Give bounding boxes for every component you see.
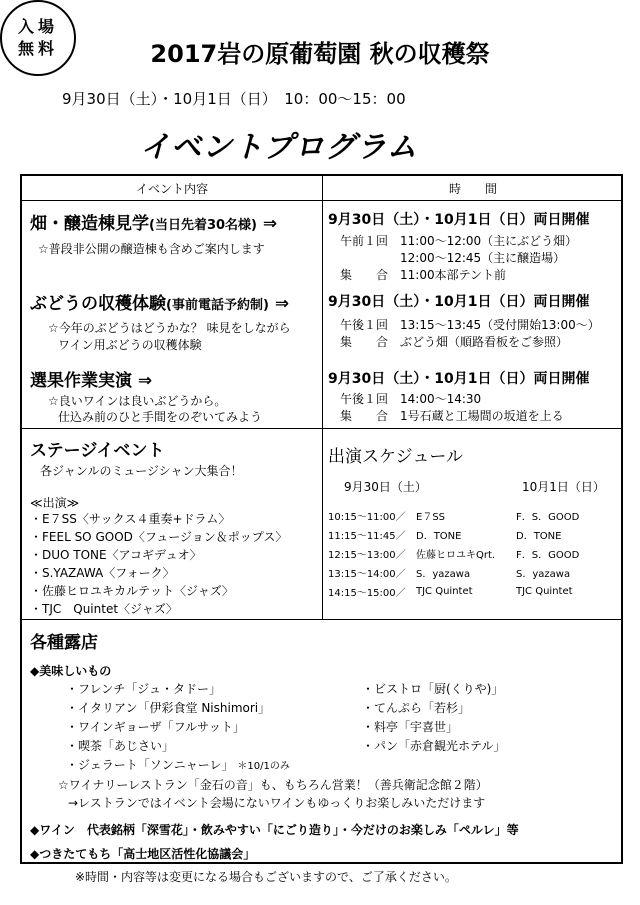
mochi-line: ◆つきたてもち「高士地区活性化協議会」	[30, 847, 256, 861]
event-tour-title	[30, 209, 277, 234]
schedule-day1-act: E７SS	[416, 512, 446, 523]
event-time1: 午後１回 14:00～14:30	[340, 392, 482, 406]
food-item: ・ビストロ「厨(くりや)」	[362, 682, 504, 696]
event-dates: 9月30日（土）・10月1日（日）両日開催	[328, 294, 590, 310]
restaurant-note: ☆ワイナリーレストラン「金石の音」も、もちろん営業！（善兵衛記念館２階）	[58, 778, 488, 792]
food-item-text: ・ジェラート「ソンニャーレ」	[66, 758, 234, 772]
schedule-time: 12:15～13:00／	[328, 550, 406, 561]
event-title-text: 選果作業実演	[30, 371, 132, 391]
table-row	[328, 563, 579, 582]
event-title-text: 畑・醸造棟見学	[30, 214, 149, 234]
page-title: 2017岩の原葡萄園 秋の収穫祭	[150, 40, 490, 68]
program-table	[20, 174, 623, 864]
gelato-note: ＊10/1のみ	[237, 761, 290, 772]
schedule-day2-act: S．yazawa	[516, 569, 571, 580]
performer-item: ・TJC Quintet〈ジャズ〉	[30, 602, 178, 616]
schedule-day1: 9月30日（土）	[344, 480, 427, 494]
food-item: ・ワインギョーザ「フルサット」	[66, 720, 245, 734]
schedule-day2-act: TJC Quintet	[516, 586, 573, 597]
schedule-day2-act: F．S．GOOD	[516, 512, 580, 523]
schedule-day2: 10月1日（日）	[522, 480, 605, 494]
food-item: ・料亭「宇喜世」	[362, 720, 459, 734]
event-time3: 集 合 11:00本部テント前	[340, 268, 506, 282]
col-event-header: イベント内容	[135, 182, 208, 196]
badge-line1: 入場	[17, 17, 58, 36]
arrow-icon: ⇒	[274, 294, 290, 314]
footer-note: ※時間・内容等は変更になる場合もございますので、ご了承ください。	[75, 870, 457, 884]
schedule-day2-act: D．TONE	[516, 531, 562, 542]
performers-list	[30, 510, 287, 618]
event-time2: 12:00～12:45（主に醸造場）	[340, 251, 566, 265]
schedule-table	[328, 506, 579, 601]
event-time2: 集 合 1号石蔵と工場間の坂道を上る	[340, 409, 564, 423]
stalls-divider	[22, 619, 621, 620]
event-desc: ☆今年のぶどうはどうかな？ 味見をしながら	[48, 321, 291, 335]
schedule-title: 出演スケジュール	[328, 447, 463, 467]
restaurant-subnote: →レストランではイベント会場にないワインもゆっくりお楽しみいただけます	[68, 796, 486, 810]
table-row	[328, 506, 579, 525]
food-item	[66, 756, 290, 776]
schedule-day1-act: D．TONE	[416, 531, 462, 542]
event-time1: 午前１回 11:00～12:00（主にぶどう畑）	[340, 234, 578, 248]
event-dates: 9月30日（土）・10月1日（日）両日開催	[328, 212, 590, 228]
schedule-day2-act: F．S．GOOD	[516, 550, 580, 561]
table-row	[328, 525, 579, 544]
performers-heading: ≪出演≫	[30, 496, 80, 510]
food-heading: ◆美味しいもの	[30, 664, 112, 678]
wine-line: ◆ワイン 代表銘柄「深雪花」・飲みやすい「にごり造り」・今だけのお楽しみ「ペルレ」等	[30, 823, 519, 837]
food-item: ・フレンチ「ジュ・タドー」	[66, 682, 221, 696]
food-item: ・てんぷら「若杉」	[362, 701, 471, 715]
event-title-text: ぶどうの収穫体験	[30, 294, 166, 314]
schedule-time: 10:15～11:00／	[328, 512, 406, 523]
schedule-day1-act: TJC Quintet	[416, 586, 473, 597]
food-item: ・喫茶「あじさい」	[66, 739, 175, 753]
performer-item: ・E７SS〈サックス４重奏+ドラム〉	[30, 512, 231, 526]
stage-title: ステージイベント	[30, 441, 165, 461]
schedule-day1-act: S．yazawa	[416, 569, 471, 580]
event-desc: 仕込み前のひと手間をのぞいてみよう	[58, 410, 263, 424]
food-item: ・パン「赤倉観光ホテル」	[362, 739, 506, 753]
column-divider	[322, 176, 323, 619]
event-harvest-title	[30, 289, 289, 314]
schedule-time: 13:15～14:00／	[328, 569, 406, 580]
col-time-header: 時 間	[448, 182, 497, 196]
performer-item: ・DUO TONE〈アコギデュオ〉	[30, 548, 202, 562]
schedule-time: 11:15～11:45／	[328, 531, 406, 542]
performer-item: ・佐藤ヒロユキカルテット〈ジャズ〉	[30, 584, 234, 598]
event-time1: 午後１回 13:15～13:45（受付開始13:00～）	[340, 318, 600, 332]
event-note: (当日先着30名様)	[149, 218, 257, 233]
performer-item: ・S.YAZAWA〈フォーク〉	[30, 566, 175, 580]
stalls-title: 各種露店	[30, 633, 98, 653]
arrow-icon: ⇒	[137, 371, 153, 391]
performer-item: ・FEEL SO GOOD〈フュージョン＆ポップス〉	[30, 530, 288, 544]
badge-line2: 無料	[17, 39, 58, 58]
event-date: 9月30日（土）・10月1日（日） 10：00～15：00	[62, 90, 406, 108]
food-list-left	[66, 680, 290, 776]
arrow-icon: ⇒	[262, 214, 278, 234]
table-row	[328, 582, 579, 601]
event-desc: ワイン用ぶどうの収穫体験	[58, 338, 202, 352]
event-note: (事前電話予約制)	[166, 298, 269, 313]
schedule-time: 14:15～15:00／	[328, 588, 406, 599]
stage-subtitle: 各ジャンルのミュージシャン大集合！	[40, 464, 243, 478]
event-dates: 9月30日（土）・10月1日（日）両日開催	[328, 371, 590, 387]
schedule-day1-act: 佐藤ヒロユキQrt.	[416, 550, 496, 561]
program-heading: イベントプログラム	[140, 130, 418, 165]
food-list-right	[362, 680, 505, 756]
food-item: ・イタリアン「伊彩食堂 Nishimori」	[66, 701, 271, 715]
event-desc: ☆良いワインは良いぶどうから。	[48, 394, 227, 408]
table-row	[328, 544, 579, 563]
event-desc: ☆普段非公開の醸造棟も含めご案内します	[38, 242, 265, 256]
event-time2: 集 合 ぶどう畑（順路看板をご参照）	[340, 335, 569, 349]
event-sorting-title	[30, 366, 152, 391]
